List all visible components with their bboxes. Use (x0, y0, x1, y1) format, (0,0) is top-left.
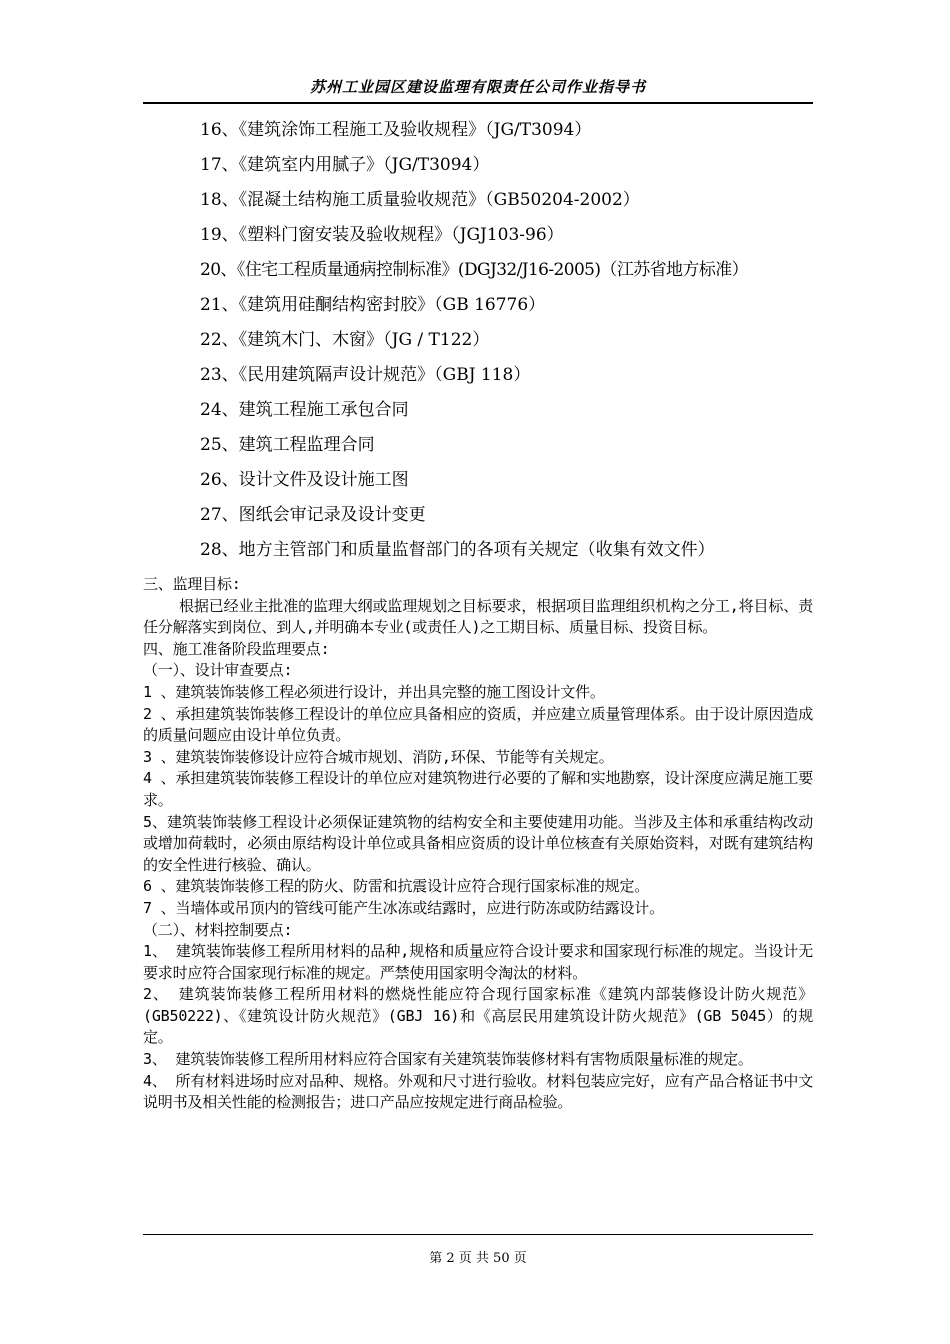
reference-item: 22、《建筑木门、木窗》（JG / T122） (200, 330, 490, 350)
reference-item: 27、图纸会审记录及设计变更 (200, 505, 426, 525)
reference-item: 19、《塑料门窗安装及验收规程》（JGJ103-96） (200, 225, 564, 245)
design-review-item: 2 、承担建筑装饰装修工程设计的单位应具备相应的资质，并应建立质量管理体系。由于设计原因造成的质量问题应由设计单位负责。 (143, 704, 813, 745)
design-review-item: 7 、当墙体或吊顶内的管线可能产生冰冻或结露时，应进行防冻或防结露设计。 (143, 898, 664, 917)
reference-item: 21、《建筑用硅酮结构密封胶》（GB 16776） (200, 295, 546, 315)
section-heading-preparation-phase: 四、施工准备阶段监理要点: (143, 639, 330, 658)
supervision-goals-paragraph: 根据已经业主批准的监理大纲或监理规划之目标要求，根据项目监理组织机构之分工,将目标、责任分解落实到岗位、到人,并明确本专业(或责任人)之工期目标、质量目标、投资目标。 (143, 596, 813, 637)
design-review-item: 1 、建筑装饰装修工程必须进行设计，并出具完整的施工图设计文件。 (143, 682, 605, 701)
subsection-heading-material-control: （二）、材料控制要点: (143, 920, 293, 939)
design-review-item: 5、建筑装饰装修工程设计必须保证建筑物的结构安全和主要使建用功能。当涉及主体和承重结构改动或增加荷载时，必须由原结构设计单位或具备相应资质的设计单位核查有关原始资料，对既有建筑结构的安全性进行核验、确认。 (143, 812, 813, 874)
design-review-item: 6 、建筑装饰装修工程的防火、防雷和抗震设计应符合现行国家标准的规定。 (143, 877, 650, 896)
subsection-heading-design-review: （一）、设计审查要点: (143, 661, 293, 680)
reference-item: 25、建筑工程监理合同 (200, 435, 375, 455)
header-divider (143, 102, 813, 104)
reference-list (200, 116, 820, 571)
reference-item: 26、设计文件及设计施工图 (200, 470, 409, 490)
page-header-title: 苏州工业园区建设监理有限责任公司作业指导书 (309, 78, 646, 96)
reference-item: 18、《混凝土结构施工质量验收规范》（GB50204-2002） (200, 190, 640, 210)
design-review-item: 3 、建筑装饰装修设计应符合城市规划、消防,环保、节能等有关规定。 (143, 747, 614, 766)
reference-item: 16、《建筑涂饰工程施工及验收规程》（JG/T3094） (200, 120, 592, 140)
design-review-item: 4 、承担建筑装饰装修工程设计的单位应对建筑物进行必要的了解和实地勘察，设计深度应满足施工要求。 (143, 769, 813, 809)
footer-divider (143, 1234, 813, 1235)
material-control-item: 3、 建筑装饰装修工程所用材料应符合国家有关建筑装饰装修材料有害物质限量标准的规定。 (143, 1050, 753, 1069)
reference-item: 24、建筑工程施工承包合同 (200, 400, 409, 420)
page-number-footer: 第 2 页 共 50 页 (429, 1251, 527, 1266)
reference-item: 17、《建筑室内用腻子》（JG/T3094） (200, 155, 490, 175)
reference-item: 23、《民用建筑隔声设计规范》（GBJ 118） (200, 365, 531, 385)
material-control-item: 1、 建筑装饰装修工程所用材料的品种,规格和质量应符合设计要求和国家现行标准的规定。当设计无要求时应符合国家现行标准的规定。严禁使用国家明令淘汰的材料。 (143, 942, 813, 982)
section-heading-supervision-goals: 三、监理目标: (143, 575, 241, 593)
reference-item: 28、地方主管部门和质量监督部门的各项有关规定（收集有效文件） (200, 540, 715, 560)
document-body (143, 574, 813, 1114)
material-control-item: 2、 建筑装饰装修工程所用材料的燃烧性能应符合现行国家标准《建筑内部装修设计防火规范》(GB50222)、《建筑设计防火规范》(GBJ 16)和《高层民用建筑设计防火规范》(GB 5045）的规定。 (143, 985, 813, 1047)
reference-item: 20、《住宅工程质量通病控制标准》(DGJ32/J16-2005)（江苏省地方标准） (200, 260, 749, 280)
material-control-item: 4、 所有材料进场时应对品种、规格。外观和尺寸进行验收。材料包装应完好，应有产品合格证书中文说明书及相关性能的检测报告；进口产品应按规定进行商品检验。 (143, 1071, 813, 1112)
